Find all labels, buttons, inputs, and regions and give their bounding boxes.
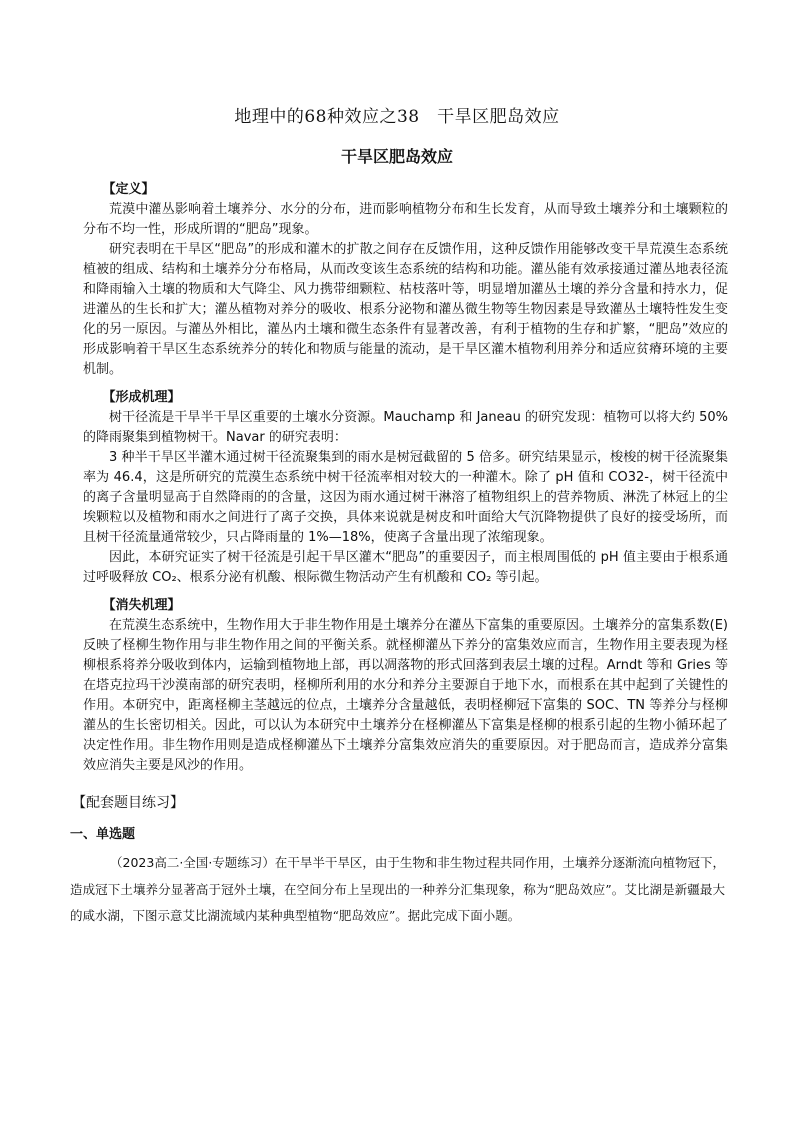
- definition-paragraph: 研究表明在干旱区“肥岛”的形成和灌木的扩散之间存在反馈作用，这种反馈作用能够改变干旱荒漠生态系统植被的组成、结构和土壤养分分布格局，从而改变该生态系统的结构和功能。灌丛能有效承接通过灌丛地表径流和降雨输入土壤的物质和大气降尘、风力携带细颗粒、枯枝落叶等，明显增加灌丛土壤的养分含量和持水力，促进灌丛的生长和扩大；灌丛植物对养分的吸收、根系分泌物和灌丛微生物等生物因素是导致灌丛土壤特性发生变化的另一原因。与灌丛外相比，灌丛内土壤和微生态条件有显著改善，有利于植物的生存和扩繁，“肥岛”效应的形成影响着干旱区生态系统养分的转化和物质与能量的流动，是干旱区灌木植物利用养分和适应贫瘠环境的主要机制。: [83, 242, 728, 377]
- mechanism-heading: 【形成机理】: [102, 390, 181, 405]
- mechanism-paragraph: 因此，本研究证实了树干径流是引起干旱区灌木“肥岛”的重要因子，而主根周围低的 pH 值主要由于根系通过呼吸释放 CO₂、根系分泌有机酸、根际微生物活动产生有机酸和 CO₂ 等引起。: [83, 550, 728, 585]
- section-title: 干旱区肥岛效应: [340, 147, 453, 166]
- disappearance-paragraph: 在荒漠生态系统中，生物作用大于非生物作用是土壤养分在灌丛下富集的重要原因。土壤养分的富集系数(E)反映了柽柳生物作用与非生物作用之间的平衡关系。就柽柳灌丛下养分的富集效应而言，生物作用主要表现为柽柳根系将养分吸收到体内，运输到植物地上部，再以凋落物的形式回落到表层土壤的过程。Arndt 等和 Gries 等在塔克拉玛干沙漠南部的研究表明，柽柳所利用的水分和养分主要源自于地下水，而根系在其中起到了关键性的作用。本研究中，距离柽柳主茎越远的位点，土壤养分含量越低，表明柽柳冠下富集的 SOC、TN 等养分与柽柳灌丛的生长密切相关。因此，可以认为本研究中土壤养分在柽柳灌丛下富集是柽柳的根系引起的生物小循环起了决定性作用。非生物作用则是造成柽柳灌丛下土壤养分富集效应消失的重要原因。对于肥岛而言，造成养分富集效应消失主要是风沙的作用。: [83, 618, 728, 773]
- document-title: 地理中的68种效应之38 干旱区肥岛效应: [234, 107, 560, 127]
- definition-section: [83, 180, 728, 380]
- question-text: 在干旱半干旱区，由于生物和非生物过程共同作用，土壤养分逐渐流向植物冠下，造成冠下土壤养分显著高于冠外土壤，在空间分布上呈现出的一种养分汇集现象，称为“肥岛效应”。艾比湖是新疆最大的咸水湖，下图示意艾比湖流域内某种典型植物“肥岛效应”。据此完成下面小题。: [70, 855, 725, 923]
- mcq-heading: 一、单选题: [70, 827, 136, 842]
- mechanism-section: [83, 388, 728, 588]
- mechanism-paragraph: 3 种半干旱区半灌木通过树干径流聚集到的雨水是树冠截留的 5 倍多。研究结果显示，梭梭的树干径流聚集率为 46.4，这是所研究的荒漠生态系统中树干径流率相对较大的一种灌木。除了 pH 值和 CO32-，树干径流中的离子含量明显高于自然降雨的的含量，这因为雨水通过树干淋溶了植物组织上的营养物质、淋洗了林冠上的尘埃颗粒以及植物和雨水之间进行了离子交换，具体来说就是树皮和叶面给大气沉降物提供了良好的接受场所，而且树干径流量通常较少，只占降雨量的 1%—18%，使离子含量出现了浓缩现象。: [83, 450, 728, 545]
- mechanism-paragraph: 树干径流是干旱半干旱区重要的土壤水分资源。Mauchamp 和 Janeau 的研究发现：植物可以将大约 50%的降雨聚集到植物树干。Navar 的研究表明：: [83, 410, 728, 445]
- disappearance-section: [83, 596, 728, 776]
- practice-heading: 【配套题目练习】: [72, 795, 184, 811]
- definition-heading: 【定义】: [102, 182, 155, 197]
- question-source: （2023高二·全国·专题练习）: [110, 855, 275, 870]
- disappearance-heading: 【消失机理】: [102, 598, 181, 613]
- question-stem: [70, 850, 725, 930]
- definition-paragraph: 荒漠中灌丛影响着土壤养分、水分的分布，进而影响植物分布和生长发育，从而导致土壤养分和土壤颗粒的分布不均一性，形成所谓的“肥岛”现象。: [83, 202, 728, 237]
